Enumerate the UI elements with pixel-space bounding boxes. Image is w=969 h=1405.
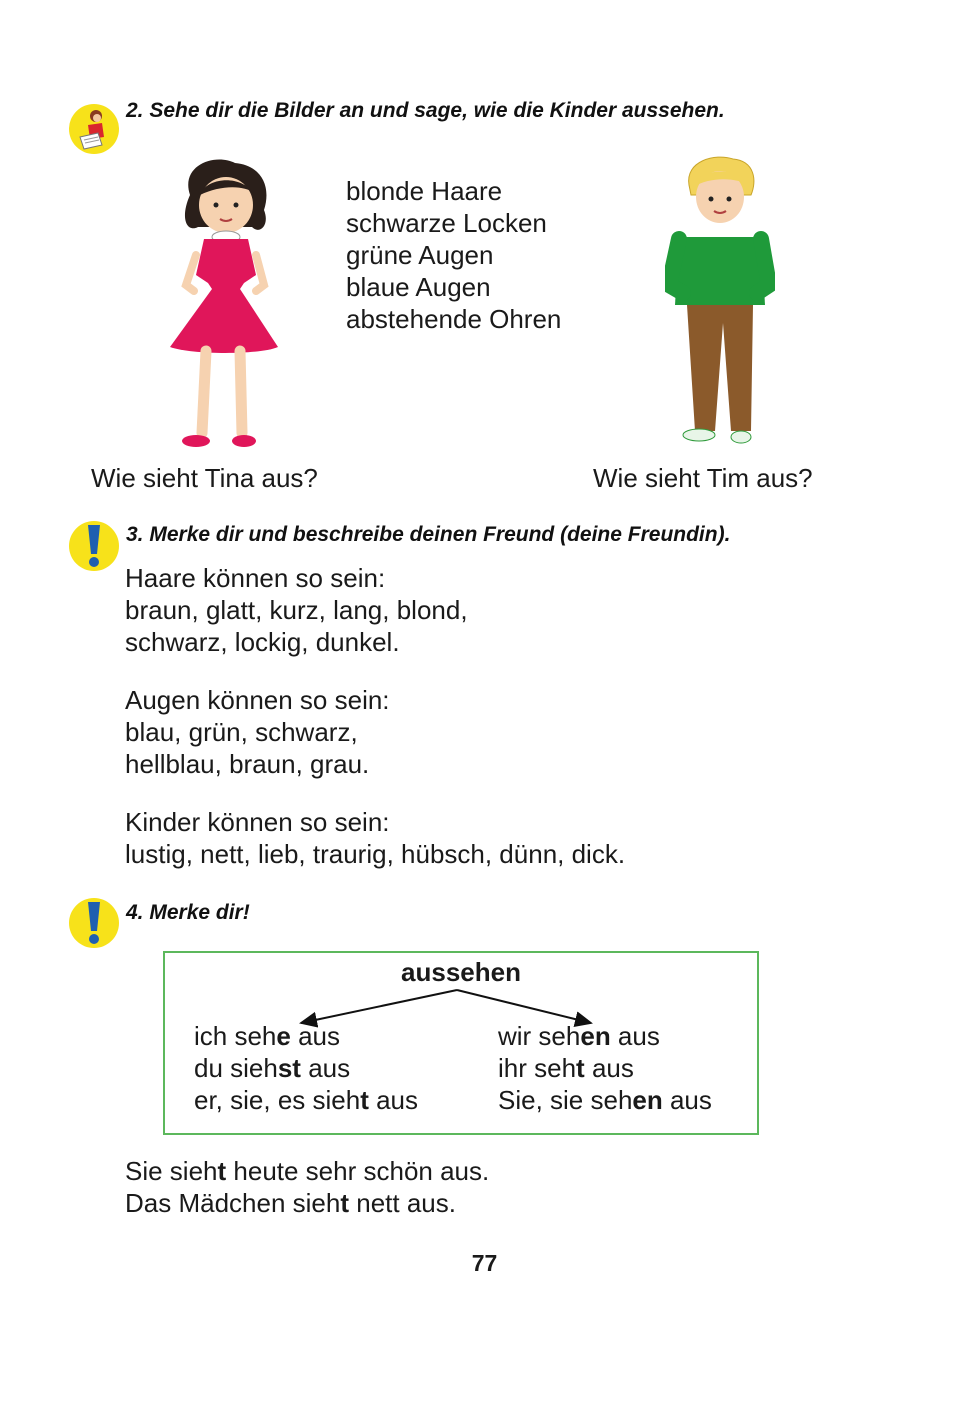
question-tina: Wie sieht Tina aus? — [91, 463, 318, 493]
example-sentence: Das Mädchen sieht nett aus. — [125, 1188, 456, 1218]
conj-row: er, sie, es sieht aus — [194, 1085, 419, 1115]
eyes-line: blau, grün, schwarz, — [125, 717, 358, 747]
page-number: 77 — [471, 1250, 498, 1276]
task-3-title: 3. Merke dir und beschreibe deinen Freund (deine Freundin). — [126, 523, 731, 546]
word-item: abstehende Ohren — [346, 304, 562, 334]
singular-forms — [194, 1020, 418, 1116]
word-item: schwarze Locken — [346, 208, 547, 238]
tina-illustration — [160, 155, 290, 455]
hair-line: braun, glatt, kurz, lang, blond, — [125, 595, 468, 625]
word-list — [346, 175, 561, 335]
example-sentence: Sie sieht heute sehr schön aus. — [125, 1156, 490, 1186]
task-2-title: 2. Sehe dir die Bilder an und sage, wie die Kinder aussehen. — [126, 99, 725, 122]
tim-illustration — [665, 155, 775, 450]
exclamation-icon — [68, 520, 120, 572]
verb-heading: aussehen — [401, 957, 521, 987]
word-item: blonde Haare — [346, 176, 503, 206]
hair-block — [125, 562, 468, 658]
word-item: blaue Augen — [346, 272, 491, 302]
question-tim: Wie sieht Tim aus? — [593, 463, 813, 493]
plural-forms — [498, 1020, 712, 1116]
conj-row: du siehst aus — [194, 1053, 351, 1083]
eyes-block — [125, 684, 390, 780]
conjugation-box — [163, 951, 759, 1135]
conj-row: ich sehe aus — [194, 1021, 341, 1051]
eyes-heading: Augen können so sein: — [125, 685, 390, 715]
conj-row: Sie, sie sehen aus — [498, 1085, 712, 1115]
eyes-line: hellblau, braun, grau. — [125, 749, 370, 779]
kids-heading: Kinder können so sein: — [125, 807, 390, 837]
kids-block — [125, 806, 625, 870]
example-sentences — [125, 1155, 489, 1219]
conj-row: wir sehen aus — [498, 1021, 660, 1051]
conj-row: ihr seht aus — [498, 1053, 634, 1083]
hair-heading: Haare können so sein: — [125, 563, 386, 593]
exclamation-icon — [68, 897, 120, 949]
kids-line: lustig, nett, lieb, traurig, hübsch, dünn, dick. — [125, 839, 626, 869]
hair-line: schwarz, lockig, dunkel. — [125, 627, 400, 657]
word-item: grüne Augen — [346, 240, 494, 270]
girl-writing-icon — [68, 103, 120, 155]
task-4-title: 4. Merke dir! — [126, 901, 250, 924]
